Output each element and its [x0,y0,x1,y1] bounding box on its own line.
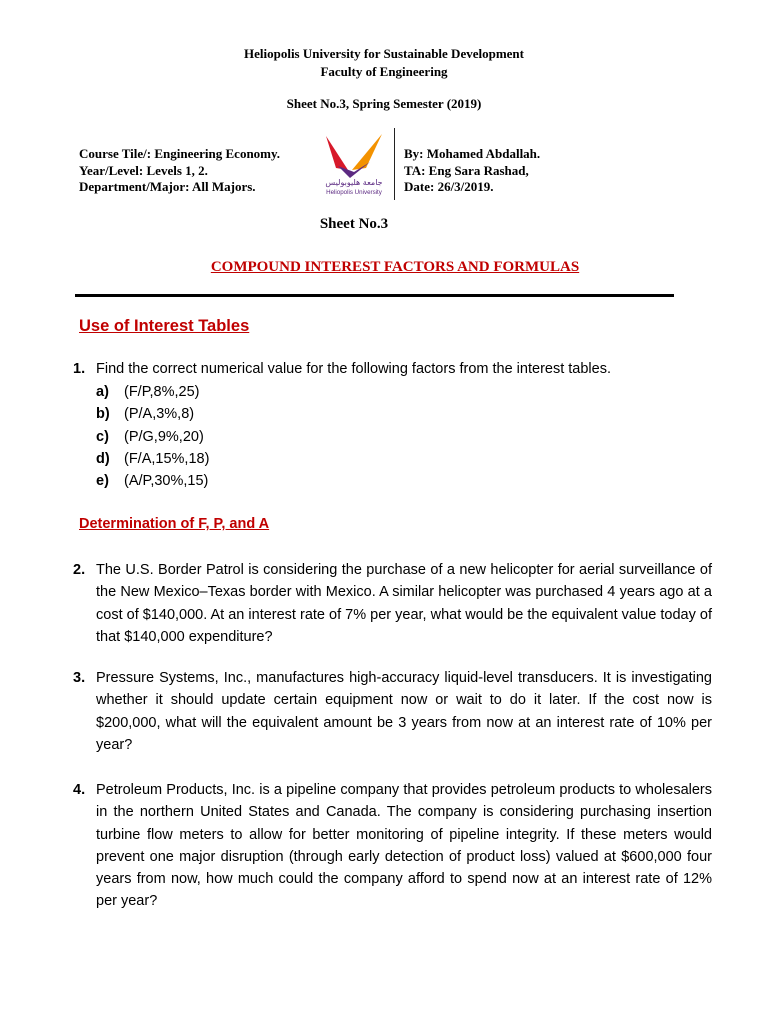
question-number: 2. [73,562,86,578]
course-info [79,146,280,196]
question-text: The U.S. Border Patrol is considering the purchase of a new helicopter for aerial surveillance of the New Mexico–Texas border with Mexico. A similar helicopter was purchased 4 years ago at a cost of $140,000. At an interest rate of 7% per year, what would be the equivalent value today of that $140,000 expenditure? [96,562,712,645]
section-heading-interest-tables: Use of Interest Tables [79,317,250,335]
header-divider [394,128,395,200]
course-department: Department/Major: All Majors. [79,179,256,194]
course-title: Course Tile/: Engineering Economy. [79,146,281,161]
main-title: COMPOUND INTEREST FACTORS AND FORMULAS [210,259,580,275]
question-3 [73,667,712,756]
logo-arabic-text: جامعة هليوبوليس [325,178,383,187]
staff-ta: TA: Eng Sara Rashad, [404,162,529,178]
question-text: Pressure Systems, Inc., manufactures high-accuracy liquid-level transducers. It is investigating whether it should update certain equipment now or wait to do it later. If the cost now is $200,000, what will the equivalent amount be 3 years from now at an interest rate of 10% per year? [96,670,712,753]
question-text: Petroleum Products, Inc. is a pipeline company that provides petroleum products to wholesalers in the northern United States and Canada. The company is considering purchasing insertion turbine flow meters to allow for better monitoring of pipeline integrity. If these meters would prevent one major disruption (through early detection of product loss) valued at $600,000 four years from now, how much could the company afford to spend now at an interest rate of 12% per year? [96,782,712,910]
question-number: 4. [73,782,86,798]
logo-red-petal [326,136,348,170]
faculty-name: Faculty of Engineering [320,64,448,79]
question-text: Find the correct numerical value for the following factors from the interest tables. [96,361,611,377]
staff-author: By: Mohamed Abdallah. [404,146,541,161]
sheet-title: Sheet No.3 [319,216,389,232]
question-4 [73,779,712,913]
section-heading-determination: Determination of F, P, and A [79,516,270,532]
staff-info [404,146,540,196]
sheet-info: Sheet No.3, Spring Semester (2019) [286,96,482,111]
university-name: Heliopolis University for Sustainable Development [244,46,524,61]
logo-orange-petal [352,134,382,170]
list-item: e) (A/P,30%,15) [96,473,209,490]
title-rule [75,294,674,297]
question-number: 1. [73,361,86,377]
university-logo-icon [318,132,390,196]
list-item: d) (F/A,15%,18) [96,450,210,467]
logo-english-text: Heliopolis University [326,189,382,196]
question-number: 3. [73,670,86,686]
course-level: Year/Level: Levels 1, 2. [79,162,208,178]
list-item: a) (F/P,8%,25) [96,384,200,400]
list-item: b) (P/A,3%,8) [96,406,195,423]
question-2 [73,559,712,648]
factor-list [96,381,209,492]
staff-date: Date: 26/3/2019. [404,179,494,194]
question-1 [73,358,712,380]
list-item: c) (P/G,9%,20) [96,428,204,445]
